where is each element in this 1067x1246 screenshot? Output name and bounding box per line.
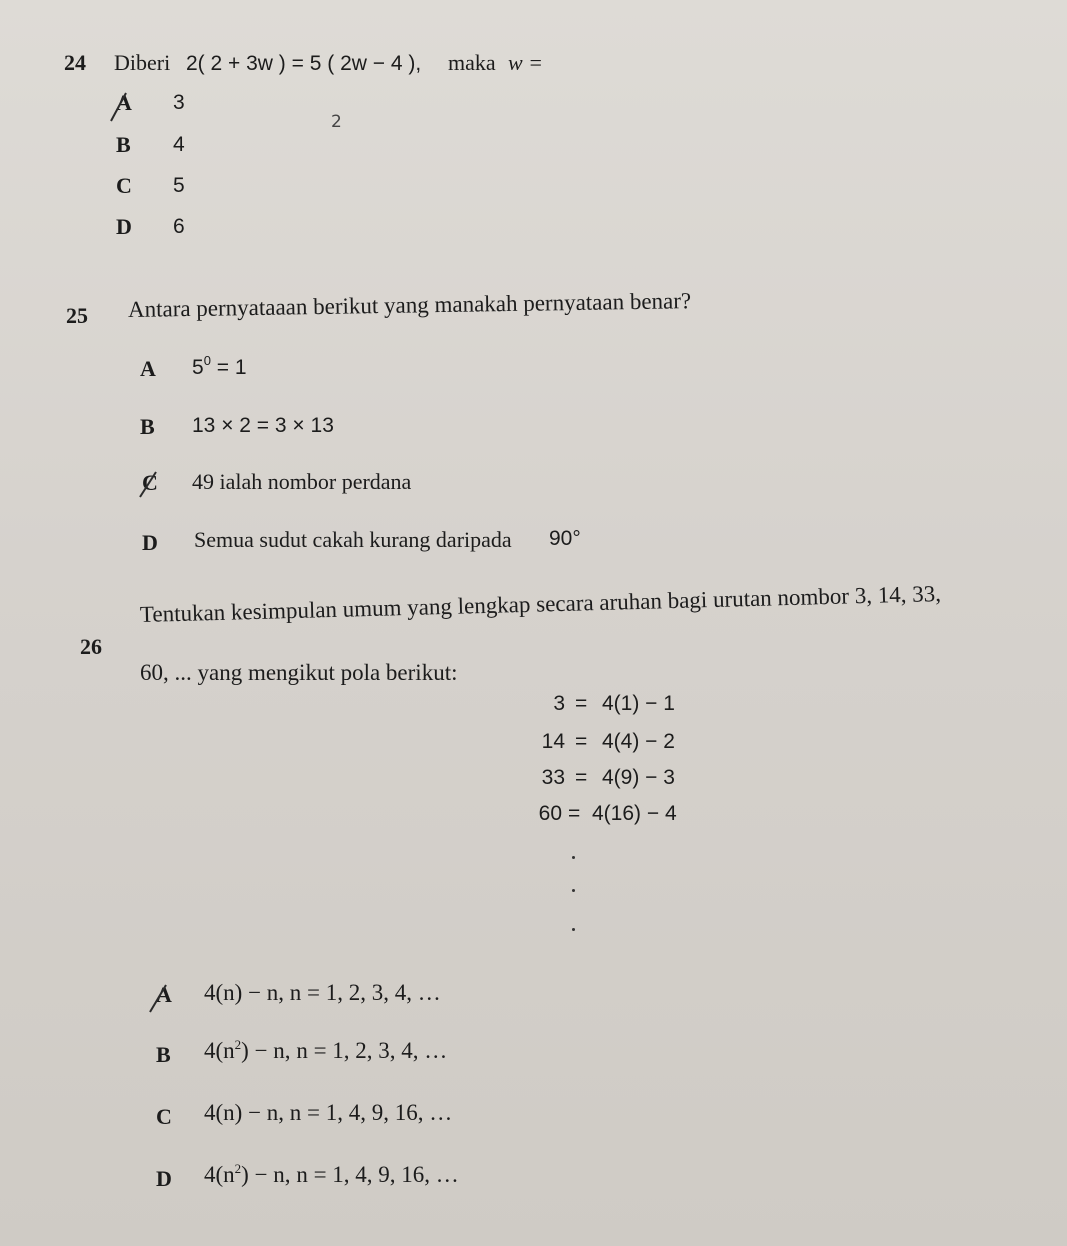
continuation-dot [572,856,575,859]
question-text-line-1: Tentukan kesimpulan umum yang lengkap secara aruhan bagi urutan nombor 3, 14, 33, [139,581,942,627]
option-c-value: 5 [173,174,185,197]
pattern-equals: = [575,692,588,715]
option-b-value: 4 [173,133,185,156]
option-c-expression: 4(n) − n, n = 1, 4, 9, 16, … [204,1100,453,1125]
question-number: 24 [64,50,86,75]
option-d-letter[interactable]: D [156,1166,172,1191]
option-c-letter[interactable]: C [116,173,132,198]
option-c-letter[interactable]: C [156,1104,172,1129]
option-b-expression: 13 × 2 = 3 × 13 [192,414,334,437]
pencil-tick-mark [136,470,162,500]
option-b-expression: $4(n^2) - n$, n = 1, 2, 3, 4, … [204,1037,448,1063]
option-a-letter[interactable]: A [156,982,172,1007]
continuation-dot [572,889,575,892]
option-a-expression: $5^0 = 1$ [192,353,247,379]
pattern-equals: = [568,802,581,825]
question-text: Antara pernyataaan berikut yang manakah pernyataan benar? [127,288,692,322]
question-text-line-2: 60, ... yang mengikut pola berikut: [140,660,458,685]
pattern-lhs: 3 [553,692,565,715]
pattern-equals: = [575,766,588,789]
question-number: 26 [80,634,102,659]
pattern-lhs: 33 [541,766,565,789]
pattern-rhs: 4(1) − 1 [602,692,675,715]
option-c-text: 49 ialah nombor perdana [192,469,412,494]
pencil-tick-mark [146,982,172,1014]
option-a-letter[interactable]: A [116,90,132,115]
pattern-lhs: 60 [538,802,562,825]
option-d-letter[interactable]: D [116,214,132,239]
option-a-letter[interactable]: A [140,356,156,381]
question-suffix: maka [448,50,496,75]
pattern-equals: = [575,730,588,753]
option-b-letter[interactable]: B [156,1042,171,1067]
option-d-text: Semua sudut cakah kurang daripada [194,527,512,552]
pencil-note: 2 [331,112,342,132]
option-a-value: 3 [173,91,185,114]
equation: 2( 2 + 3w ) = 5 ( 2w − 4 ), [186,52,422,75]
option-d-expression: $4(n^2) - n$, n = 1, 4, 9, 16, … [204,1161,459,1187]
option-b-letter[interactable]: B [140,414,155,439]
option-b-letter[interactable]: B [116,132,131,157]
option-d-angle: 90° [549,527,581,550]
question-prefix: Diberi [114,50,171,75]
option-c-letter[interactable]: C [142,470,158,495]
pencil-tick-mark [108,90,132,124]
pattern-rhs: 4(9) − 3 [602,766,675,789]
continuation-dot [572,928,575,931]
option-d-letter[interactable]: D [142,530,158,555]
unknown-w: w = [508,50,544,75]
pattern-lhs: 14 [541,730,565,753]
pattern-rhs: 4(4) − 2 [602,730,675,753]
option-d-value: 6 [173,215,185,238]
question-number: 25 [66,303,88,328]
pattern-rhs: 4(16) − 4 [592,802,677,825]
option-a-expression: 4(n) − n, n = 1, 2, 3, 4, … [204,980,441,1005]
